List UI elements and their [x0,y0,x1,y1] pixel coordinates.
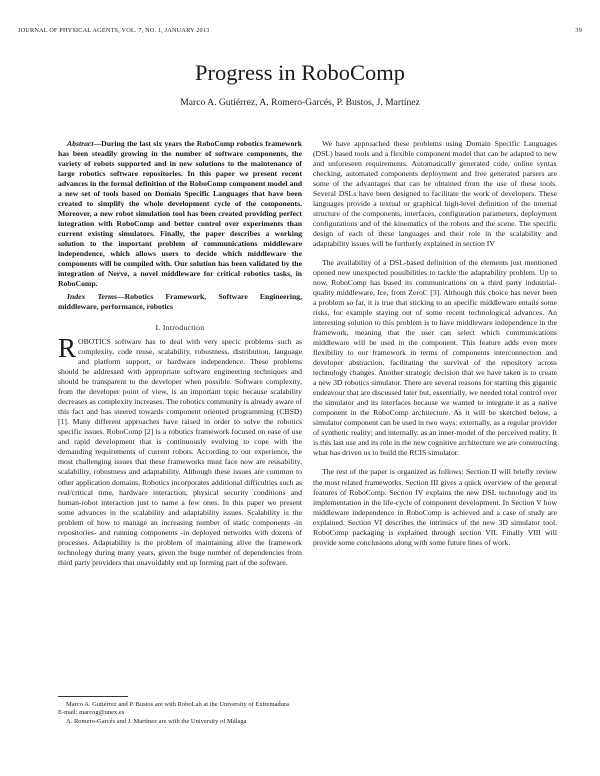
footnote-line-1: Marco A. Gutiérrez and P. Bustos are with RoboLab at the University of Extremadura [66,701,289,708]
footnote-email: E-mail: marcog@unex.es [58,709,125,717]
intro-text: software has to deal with very specic problems such as complexity, code reuse, scalability, robustness, distribution, language and platform support, or hardware independence. These problems should be addressed with appropriate software engineering techniques and should be transparent to the developer when possible. Software complexity, from the developer point of view, is an important topic because scalability decreases as complexity increases. The robotics community is already aware of this fact and has steered towards component oriented programming (CBSD) [1]. Many different approaches have raised in order to solve the robotics specific issues. RoboComp [2] is a robotics framework focused on ease of use and rapid development that is continuously evolving to cope with the demanding requirements of current robots. According to our experience, the most challenging issues that these frameworks must face now are reusability, scalability, robustness and adaptability. Although these issues are common to other application domains, Robotics incorporates additional difficulties such as real/critical time, hardware interaction, physical security conditions and human-robot interaction just to name a few ones. In this paper we present some advances in the scalability and adaptability issues. Scalability is the problem of how to manage an increasing number of static components -in repositories- and running components -in deployed networks with dozens of processes. Adaptability is the problem of maintaining alive the framework technology during many years, given the huge number of dependencies from third party providers that unavoidably end up forming part of the software. [58,337,302,567]
footnote [58,696,302,726]
journal-name: JOURNAL OF PHYSICAL AGENTS, VOL. 7, NO. 1, JANUARY 2013 [18,27,210,34]
abstract-lead: Abstract [67,139,94,148]
page-number: 39 [575,27,582,34]
right-paragraph-3: The rest of the paper is organized as follows: Section II will briefly review the most related frameworks. Section III gives a quick overview of the general features of RoboComp. Section IV explains the new DSL technology and its implementation in the life-cycle of component development. In Section V how middleware independence in RoboComp is achieved and a case of study are explained. Section VI describes the intrinsics of the new 3D simulator tool. RoboComp packaging is explained through section VII. Finally VIII will provide some conclusions along with some future lines of work. [313,467,557,547]
index-terms-lead: Index Terms [67,292,117,302]
footnote-rule [58,696,128,697]
paper-title: Progress in RoboComp [194,60,405,85]
intro-paragraph [58,333,302,567]
intro-first-word: OBOTICS [78,337,111,347]
footnote-line-3: A. Romero-Garcés and J. Martínez are with the University of Málaga [66,717,247,725]
abstract-text: —During the last six years the RoboComp robotics framework has been steadily growing in the number of software components, the variety of robots supported and in new solutions to the maintenance of large robotics software repositories. In this paper we present recent advances in the formal definition of the RoboComp component model and a new set of tools based on Domain Specific Languages that have been created to simplify the whole development cycle of the components. Moreover, a new robot simulation tool has been created providing perfect integration with RoboComp and better control over experiments than current existing simulators. Finally, the paper describes a working solution to the important problem of communications middleware independence, which allows users to decide which middleware the components will be compiled with. Our solution has been validated by the integration of Nerve, a novel middleware for critical robotics tasks, in RoboComp. [58,139,302,289]
paper-authors: Marco A. Gutiérrez, A. Romero-Garcés, P. Bustos, J. Martínez [180,97,420,108]
right-paragraph-1: We have approached these problems using Domain Specific Languages (DSL) based tools and a flexible component model that can be adapted to new and unforeseen requirements. Automatically generated code, online syntax checking, automated components deployment and free generated parsers are some of the advantages that can be obtained from the use of these tools. Several DSLs have been designed to facilitate the work of developers. These languages provide a textual or graphical high-level definition of the internal structure of the components, interfaces, configuration parameters, deployment configurations and of the kinematics of the robots and the scene. The specific design of each of these languages and their role in the scalability and adaptability issues will be furtherly explained in section IV [313,139,557,249]
left-column [58,139,302,568]
drop-cap: R [58,333,77,364]
abstract [58,139,302,289]
section-heading: I. Introduction [155,323,205,333]
index-terms-text: —Robotics Framework, Software Engineering, middleware, performance, robotics [58,292,302,312]
running-header [18,27,582,34]
right-paragraph-2: The availability of a DSL-based definition of the elements just mentioned opened new unexpected possibilities to tackle the adaptability problem. Up to now, RoboComp has based its communications on a third party industrial-quality middleware, Ice, from ZeroC [3]. Although this choice has never been a problem so far, it is true that sticking to an specific middleware entails some risks, for example staying out of some recent technological advances. An interesting solution to this problem is to have middleware independence in the framework, meaning that the user can select which communications middleware will be used in the component. This feature adds even more flexibility to our framework in terms of components interconnection and developer abstraction, facilitating the survival of the repository across technology changes. Another strategic decision that we have taken is to create a new 3D robotics simulator. There are several reasons for starting this gigantic endeavour that are discussed later but, essentially, we needed total control over the simulator and its interfaces because we wanted to integrate it as a native component in the RoboComp architecture. As it will be sketched below, a simulator component can be used in two ways: externally, as a regular provider of synthetic reality; and internally, as an inner-model of the perceived reality. It is this last use and its role in the new cognitive architecture we are constructing what has driven us to build the RCIS simulator. [313,258,557,458]
right-column [313,139,557,548]
index-terms [58,292,302,312]
